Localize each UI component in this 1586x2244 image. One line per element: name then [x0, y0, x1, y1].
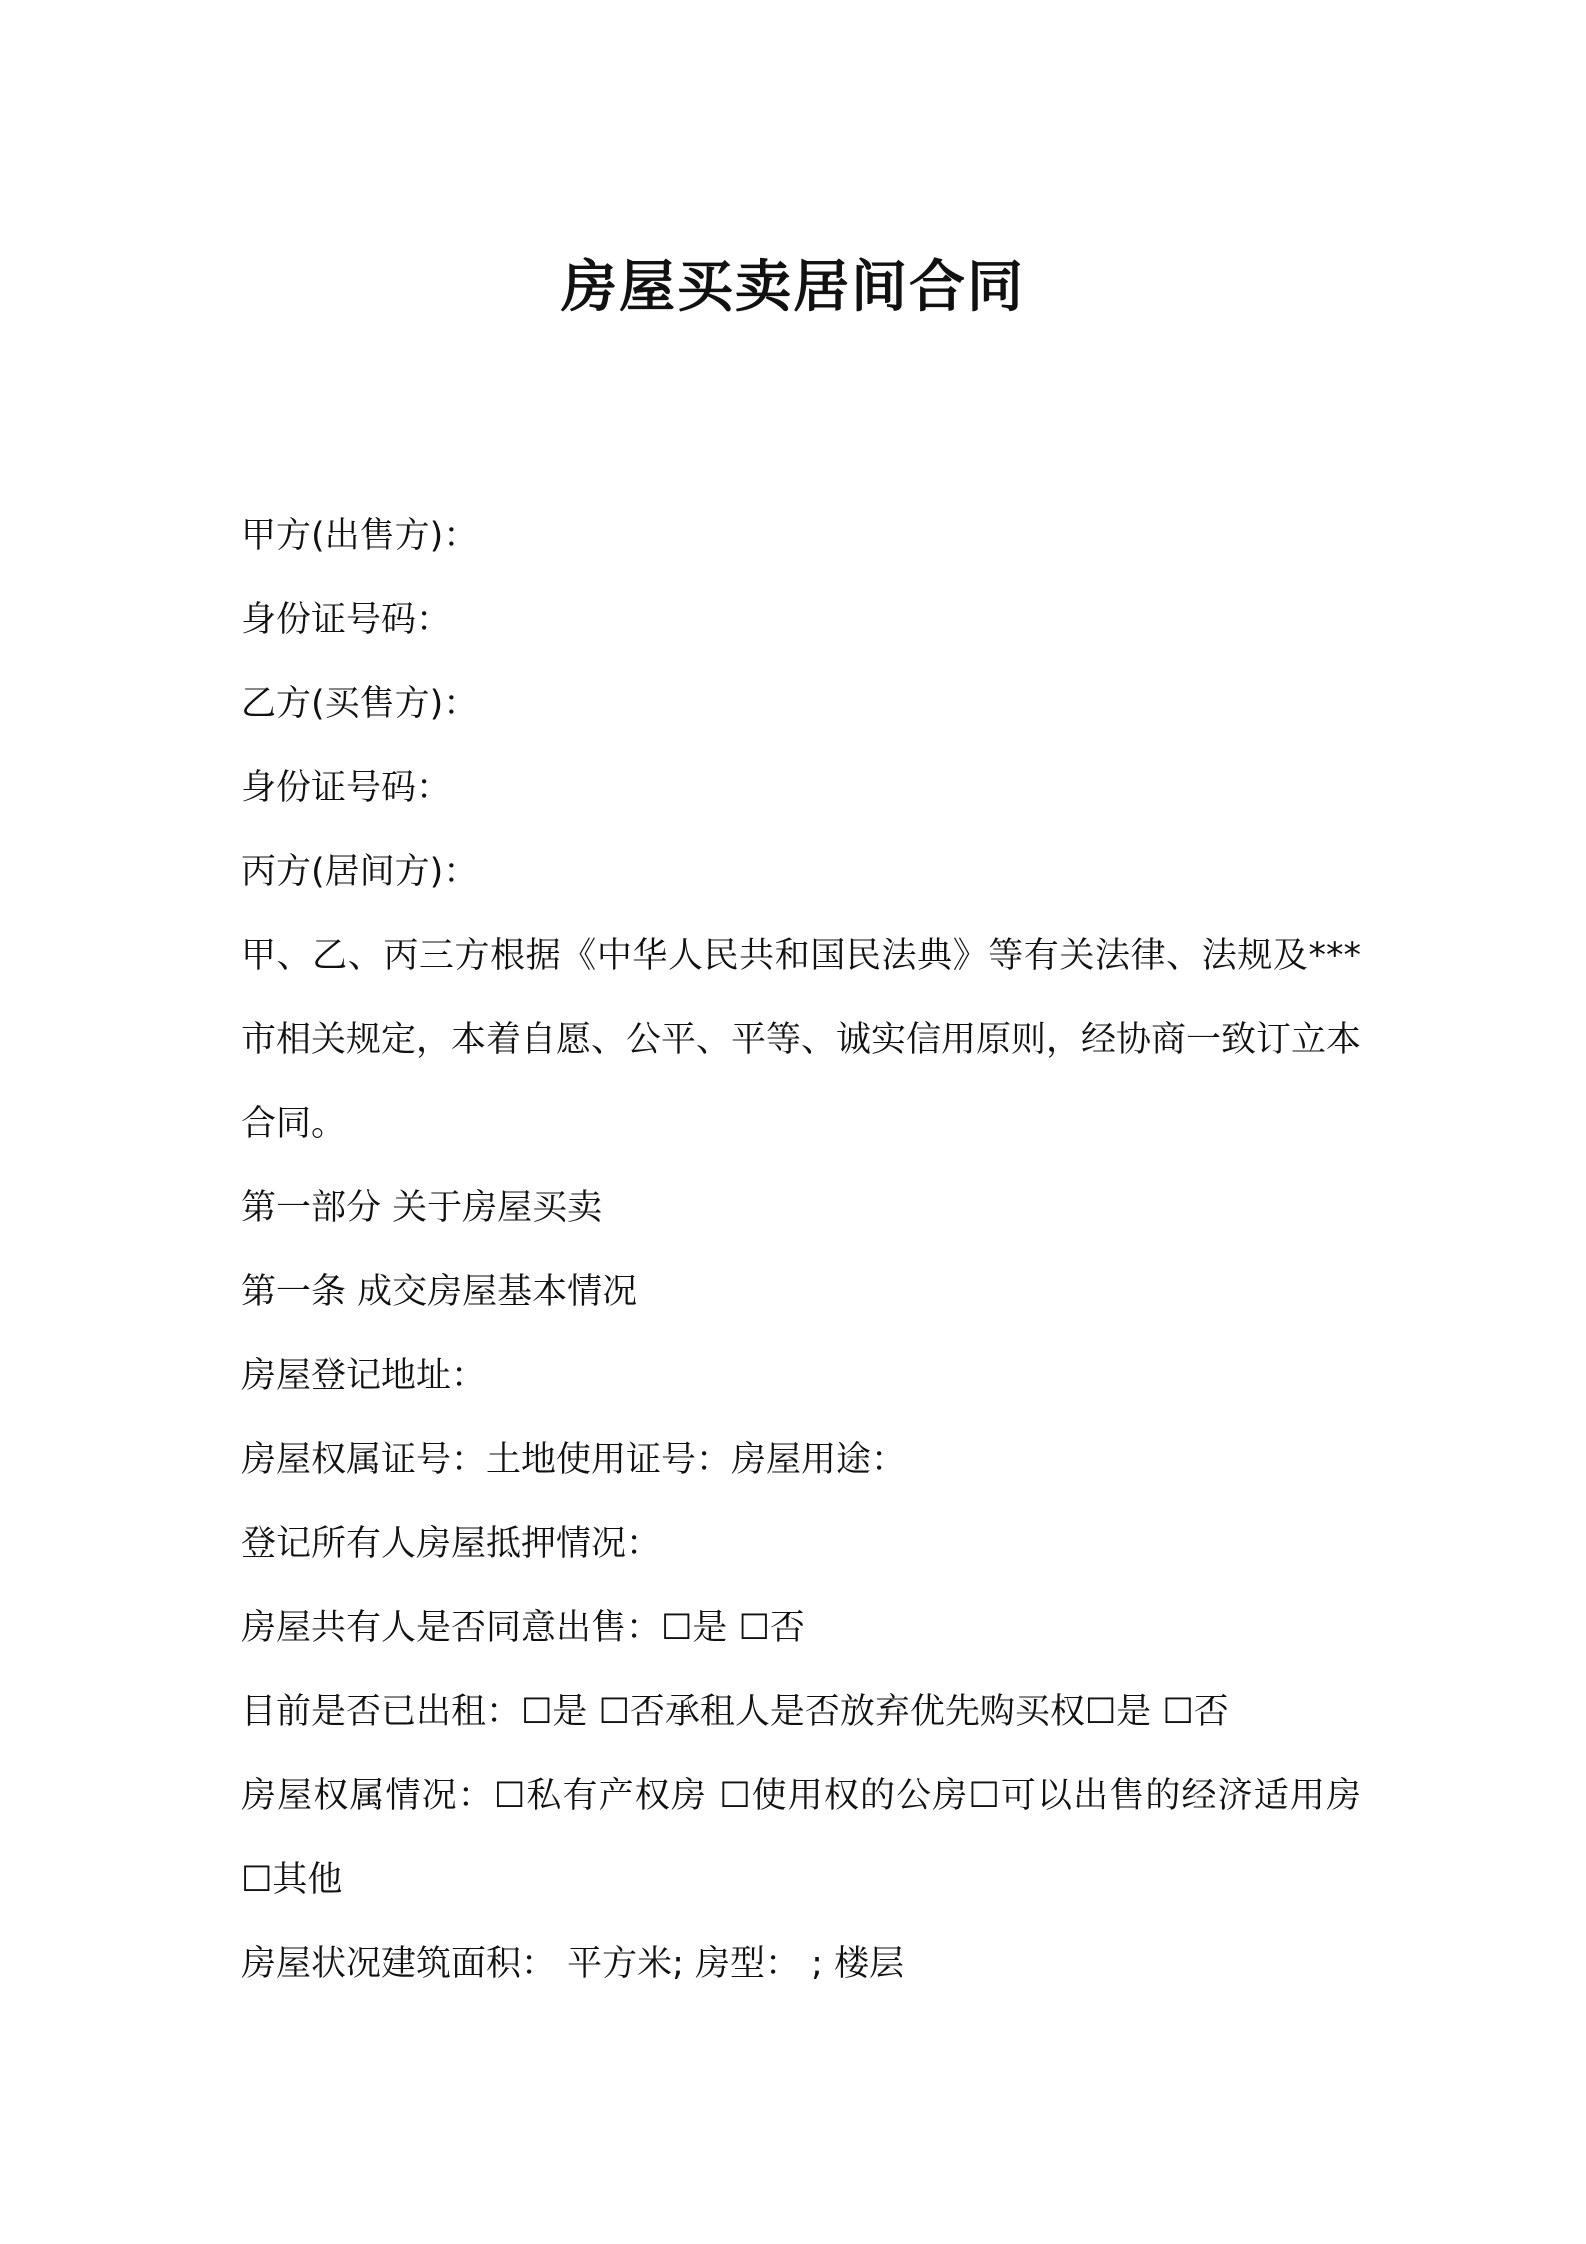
party-a-id-line: 身份证号码：	[241, 600, 452, 640]
part-heading: 第一部分 关于房屋买卖	[241, 1188, 603, 1228]
field-certificates: 房屋权属证号：土地使用证号：房屋用途：	[241, 1440, 907, 1480]
field-co-owner-consent: 房屋共有人是否同意出售：☐是 ☐否	[241, 1608, 805, 1648]
field-rental-status: 目前是否已出租：☐是 ☐否承租人是否放弃优先购买权☐是 ☐否	[241, 1692, 1229, 1732]
preamble-paragraph: 甲、乙、丙三方根据《中华人民共和国民法典》等有关法律、法规及***市相关规定，本着自愿、公平、平等、诚实信用原则，经协商一致订立本合同。	[241, 936, 1362, 1144]
ownership-paragraph: 房屋权属情况：☐私有产权房 ☐使用权的公房☐可以出售的经济适用房 ☐其他	[241, 1776, 1361, 1900]
field-mortgage: 登记所有人房屋抵押情况：	[241, 1524, 662, 1564]
document-title: 房屋买卖居间合同	[561, 255, 1025, 320]
party-a-line: 甲方(出售方)：	[241, 516, 479, 556]
article-heading: 第一条 成交房屋基本情况	[241, 1272, 638, 1312]
party-c-line: 丙方(居间方)：	[241, 852, 479, 892]
party-b-id-line: 身份证号码：	[241, 768, 452, 808]
condition-line: 房屋状况建筑面积： 平方米; 房型： ; 楼层	[241, 1944, 905, 1984]
field-address: 房屋登记地址：	[241, 1356, 487, 1396]
party-b-line: 乙方(买售方)：	[241, 684, 479, 724]
document-body	[241, 494, 1361, 2006]
